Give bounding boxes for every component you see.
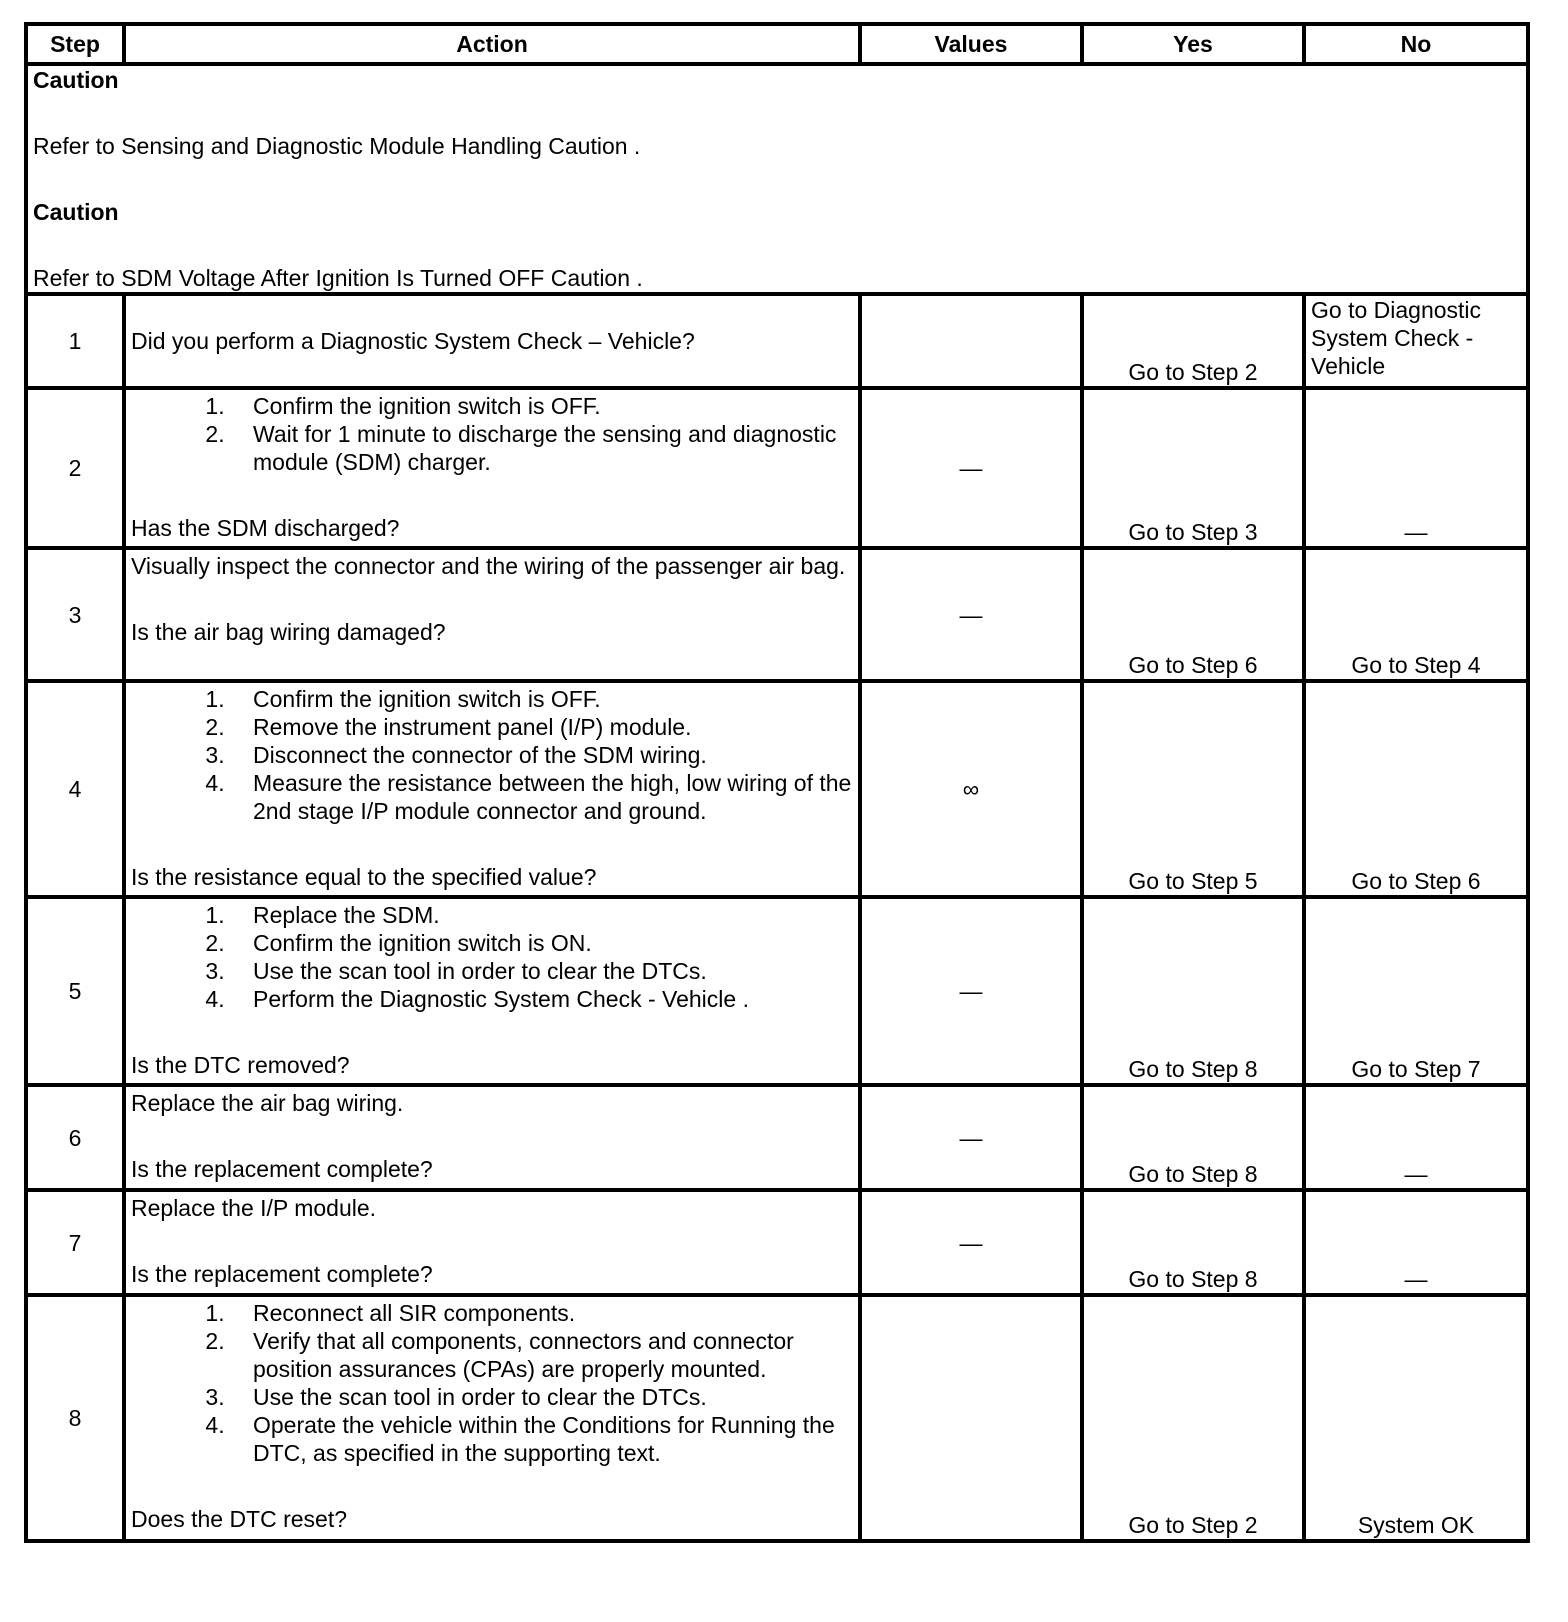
action-step: 2. Verify that all components, connectors and connector position assurances (CPAs) are properly mounted. xyxy=(231,1327,853,1383)
step-number: 3 xyxy=(26,548,124,681)
action-text: Visually inspect the connector and the wiring of the passenger air bag. xyxy=(131,553,846,579)
action-step: 4. Measure the resistance between the high, low wiring of the 2nd stage I/P module connector and ground. xyxy=(231,769,853,825)
yes-cell: Go to Step 3 xyxy=(1082,388,1304,548)
action-step: 2. Wait for 1 minute to discharge the sensing and diagnostic module (SDM) charger. xyxy=(231,420,853,476)
action-cell xyxy=(124,1085,860,1190)
table-row xyxy=(26,294,1528,388)
caution-heading: Caution xyxy=(33,67,119,93)
no-cell: Go to Diagnostic System Check - Vehicle xyxy=(1304,294,1528,388)
values-cell xyxy=(860,294,1082,388)
action-step: 1. Reconnect all SIR components. xyxy=(231,1299,853,1327)
yes-cell: Go to Step 6 xyxy=(1082,548,1304,681)
action-cell xyxy=(124,1295,860,1541)
action-question: Is the air bag wiring damaged? xyxy=(131,619,446,645)
action-step: 1. Confirm the ignition switch is OFF. xyxy=(231,392,853,420)
step-number: 5 xyxy=(26,897,124,1085)
action-step: 3. Use the scan tool in order to clear the DTCs. xyxy=(231,957,853,985)
no-cell: Go to Step 7 xyxy=(1304,897,1528,1085)
action-step: 2. Remove the instrument panel (I/P) module. xyxy=(231,713,853,741)
no-cell: Go to Step 6 xyxy=(1304,681,1528,897)
header-action: Action xyxy=(124,24,860,64)
values-cell: ∞ xyxy=(860,681,1082,897)
no-cell: Go to Step 4 xyxy=(1304,548,1528,681)
action-cell xyxy=(124,548,860,681)
no-cell: System OK xyxy=(1304,1295,1528,1541)
action-question: Has the SDM discharged? xyxy=(131,515,400,541)
action-step: 4. Perform the Diagnostic System Check - Vehicle . xyxy=(231,985,853,1013)
values-cell xyxy=(860,1295,1082,1541)
action-cell xyxy=(124,897,860,1085)
header-row xyxy=(26,24,1528,64)
caution-heading: Caution xyxy=(33,199,119,225)
action-steps-list xyxy=(131,392,853,476)
step-number: 8 xyxy=(26,1295,124,1541)
action-question: Did you perform a Diagnostic System Check – Vehicle? xyxy=(131,328,695,354)
action-question: Is the replacement complete? xyxy=(131,1261,433,1287)
action-question: Is the replacement complete? xyxy=(131,1156,433,1182)
action-step: 3. Use the scan tool in order to clear the DTCs. xyxy=(231,1383,853,1411)
action-steps-list xyxy=(131,901,853,1013)
action-steps-list xyxy=(131,1299,853,1467)
table-row xyxy=(26,388,1528,548)
table-row xyxy=(26,1085,1528,1190)
values-cell: — xyxy=(860,1085,1082,1190)
caution-text: Refer to SDM Voltage After Ignition Is Turned OFF Caution . xyxy=(33,265,643,291)
action-cell xyxy=(124,681,860,897)
values-cell: — xyxy=(860,388,1082,548)
yes-cell: Go to Step 8 xyxy=(1082,1085,1304,1190)
action-cell xyxy=(124,388,860,548)
caution-row xyxy=(26,64,1528,294)
table-row xyxy=(26,1295,1528,1541)
step-number: 2 xyxy=(26,388,124,548)
action-step: 1. Replace the SDM. xyxy=(231,901,853,929)
action-text: Replace the I/P module. xyxy=(131,1195,377,1221)
yes-cell: Go to Step 8 xyxy=(1082,897,1304,1085)
action-cell xyxy=(124,1190,860,1295)
table-row xyxy=(26,1190,1528,1295)
yes-cell: Go to Step 8 xyxy=(1082,1190,1304,1295)
caution-cell xyxy=(26,64,1528,294)
no-cell: — xyxy=(1304,1085,1528,1190)
no-cell: — xyxy=(1304,1190,1528,1295)
action-step: 4. Operate the vehicle within the Conditions for Running the DTC, as specified in the supporting text. xyxy=(231,1411,853,1467)
action-text: Replace the air bag wiring. xyxy=(131,1090,404,1116)
values-cell: — xyxy=(860,548,1082,681)
values-cell: — xyxy=(860,897,1082,1085)
step-number: 4 xyxy=(26,681,124,897)
step-number: 1 xyxy=(26,294,124,388)
yes-cell: Go to Step 5 xyxy=(1082,681,1304,897)
header-yes: Yes xyxy=(1082,24,1304,64)
step-number: 7 xyxy=(26,1190,124,1295)
values-cell: — xyxy=(860,1190,1082,1295)
header-values: Values xyxy=(860,24,1082,64)
action-step: 3. Disconnect the connector of the SDM wiring. xyxy=(231,741,853,769)
action-question: Is the DTC removed? xyxy=(131,1052,350,1078)
action-question: Does the DTC reset? xyxy=(131,1506,348,1532)
action-step: 1. Confirm the ignition switch is OFF. xyxy=(231,685,853,713)
yes-cell: Go to Step 2 xyxy=(1082,294,1304,388)
action-step: 2. Confirm the ignition switch is ON. xyxy=(231,929,853,957)
caution-text: Refer to Sensing and Diagnostic Module Handling Caution . xyxy=(33,133,641,159)
diagnostic-table xyxy=(24,22,1530,1543)
action-question: Is the resistance equal to the specified value? xyxy=(131,864,597,890)
table-row xyxy=(26,897,1528,1085)
action-cell xyxy=(124,294,860,388)
yes-cell: Go to Step 2 xyxy=(1082,1295,1304,1541)
header-step: Step xyxy=(26,24,124,64)
step-number: 6 xyxy=(26,1085,124,1190)
table-row xyxy=(26,548,1528,681)
table-row xyxy=(26,681,1528,897)
no-cell: — xyxy=(1304,388,1528,548)
action-steps-list xyxy=(131,685,853,825)
header-no: No xyxy=(1304,24,1528,64)
